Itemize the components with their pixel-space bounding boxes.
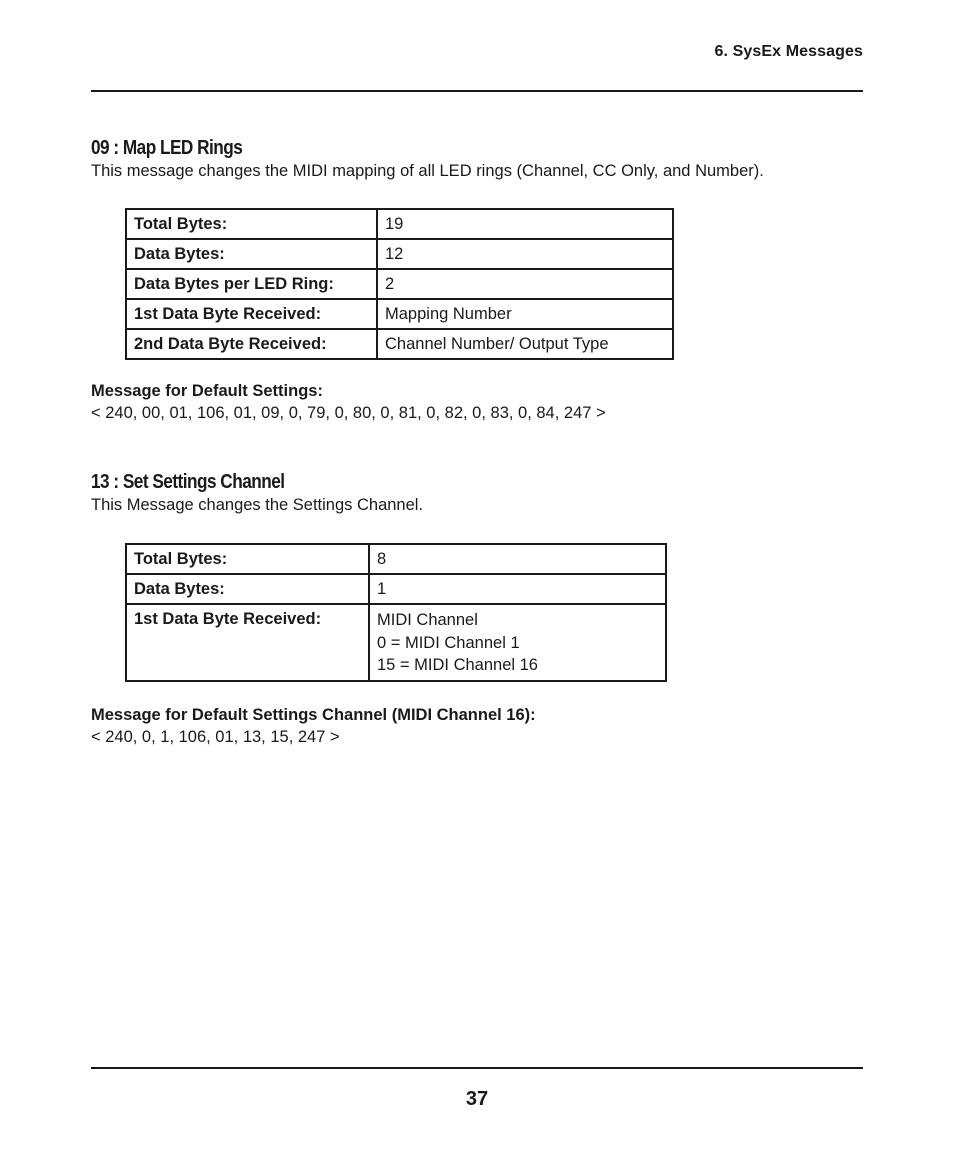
section-heading: 13 : Set Settings Channel bbox=[91, 471, 285, 493]
page-number: 37 bbox=[465, 1088, 489, 1110]
section-map-led-rings bbox=[91, 136, 863, 424]
section-heading: 09 : Map LED Rings bbox=[91, 137, 243, 159]
table-row bbox=[126, 544, 666, 574]
spec-table bbox=[125, 543, 667, 682]
row-key: Total Bytes: bbox=[126, 209, 377, 239]
page-header-title: 6. SysEx Messages bbox=[714, 43, 863, 60]
table-row bbox=[126, 574, 666, 604]
row-key: Total Bytes: bbox=[126, 544, 369, 574]
row-key: 2nd Data Byte Received: bbox=[126, 329, 377, 359]
row-value: 12 bbox=[377, 239, 673, 269]
row-value: 1 bbox=[369, 574, 666, 604]
row-key: Data Bytes: bbox=[126, 574, 369, 604]
row-value: Channel Number/ Output Type bbox=[377, 329, 673, 359]
row-value: 8 bbox=[369, 544, 666, 574]
section-set-settings-channel bbox=[91, 470, 863, 748]
row-key: Data Bytes per LED Ring: bbox=[126, 269, 377, 299]
table-row bbox=[126, 209, 673, 239]
value-line: MIDI Channel bbox=[377, 611, 478, 629]
footer-rule bbox=[91, 1067, 863, 1069]
table-row bbox=[126, 269, 673, 299]
row-value bbox=[369, 604, 666, 681]
table-row bbox=[126, 604, 666, 681]
default-settings-label: Message for Default Settings: bbox=[91, 382, 323, 400]
table-row bbox=[126, 239, 673, 269]
section-description: This Message changes the Settings Channel. bbox=[91, 496, 424, 514]
table-row bbox=[126, 299, 673, 329]
row-value: Mapping Number bbox=[377, 299, 673, 329]
default-settings-message: < 240, 0, 1, 106, 01, 13, 15, 247 > bbox=[91, 727, 340, 746]
section-description: This message changes the MIDI mapping of all LED rings (Channel, CC Only, and Number). bbox=[91, 162, 764, 180]
table-row bbox=[126, 329, 673, 359]
row-value: 19 bbox=[377, 209, 673, 239]
value-line: 15 = MIDI Channel 16 bbox=[377, 656, 538, 674]
default-settings-message: < 240, 00, 01, 106, 01, 09, 0, 79, 0, 80, 0, 81, 0, 82, 0, 83, 0, 84, 247 > bbox=[91, 404, 606, 422]
spec-table bbox=[125, 208, 674, 360]
row-value: 2 bbox=[377, 269, 673, 299]
default-settings-label: Message for Default Settings Channel (MIDI Channel 16): bbox=[91, 705, 536, 724]
row-key: 1st Data Byte Received: bbox=[126, 604, 369, 681]
row-key: Data Bytes: bbox=[126, 239, 377, 269]
header-rule bbox=[91, 90, 863, 92]
row-key: 1st Data Byte Received: bbox=[126, 299, 377, 329]
value-line: 0 = MIDI Channel 1 bbox=[377, 633, 520, 652]
